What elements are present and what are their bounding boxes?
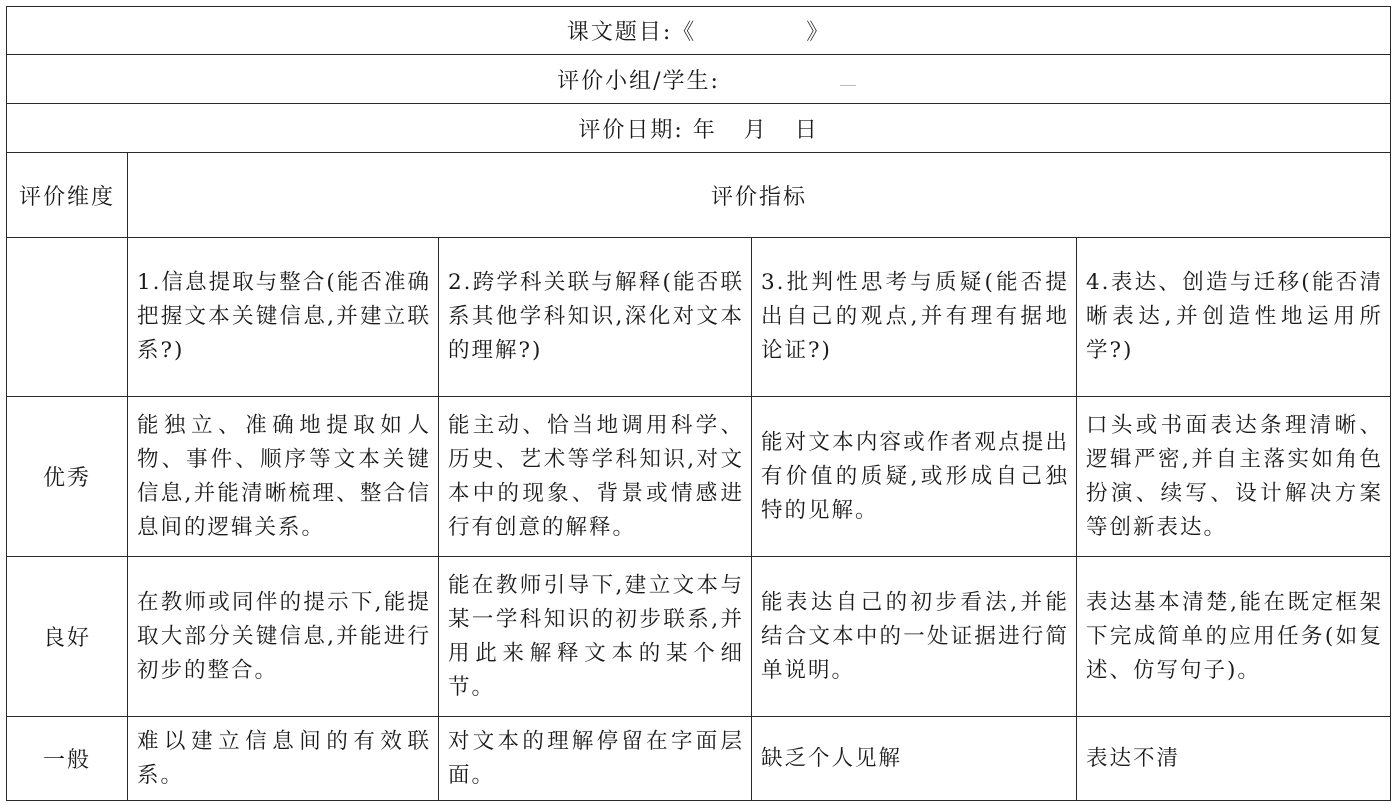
level-row-average [7, 717, 1391, 801]
indicator-header: 评价指标 [128, 153, 1391, 238]
level-name-good: 良好 [7, 557, 128, 717]
average-criterion-2: 对文本的理解停留在字面层面。 [439, 717, 752, 801]
criterion-3: 3.批判性思考与质疑(能否提出自己的观点,并有理有据地论证?) [752, 238, 1077, 397]
good-criterion-1: 在教师或同伴的提示下,能提取大部分关键信息,并能进行初步的整合。 [128, 557, 439, 717]
level-row-good [7, 557, 1391, 717]
date-year: 年 [692, 117, 717, 143]
excellent-criterion-3: 能对文本内容或作者观点提出有价值的质疑,或形成自己独特的见解。 [752, 397, 1077, 557]
date-label: 评价日期: [578, 117, 684, 143]
title-row [7, 7, 1391, 55]
dimension-header: 评价维度 [7, 153, 128, 238]
lesson-title-cell [7, 7, 1391, 55]
criterion-4: 4.表达、创造与迁移(能否清晰表达,并创造性地运用所学?) [1077, 238, 1391, 397]
criteria-dimension-cell [7, 238, 128, 397]
level-name-excellent: 优秀 [7, 397, 128, 557]
group-label: 评价小组/学生: [557, 68, 720, 94]
average-criterion-4: 表达不清 [1077, 717, 1391, 801]
date-cell [7, 104, 1391, 153]
date-day: 日 [794, 117, 819, 143]
excellent-criterion-2: 能主动、恰当地调用科学、历史、艺术等学科知识,对文本中的现象、背景或情感进行有创意的解释。 [439, 397, 752, 557]
group-row [7, 55, 1391, 104]
group-cell [7, 55, 1391, 104]
good-criterion-4: 表达基本清楚,能在既定框架下完成简单的应用任务(如复述、仿写句子)。 [1077, 557, 1391, 717]
lesson-title-label: 课文题目:《 [566, 20, 697, 45]
excellent-criterion-1: 能独立、准确地提取如人物、事件、顺序等文本关键信息,并能清晰梳理、整合信息间的逻辑关系。 [128, 397, 439, 557]
date-month: 月 [743, 117, 768, 143]
good-criterion-3: 能表达自己的初步看法,并能结合文本中的一处证据进行简单说明。 [752, 557, 1077, 717]
criterion-2: 2.跨学科关联与解释(能否联系其他学科知识,深化对文本的理解?) [439, 238, 752, 397]
average-criterion-1: 难以建立信息间的有效联系。 [128, 717, 439, 801]
average-criterion-3: 缺乏个人见解 [752, 717, 1077, 801]
date-row [7, 104, 1391, 153]
lesson-title-close: 》 [806, 20, 831, 45]
evaluation-rubric-table [6, 6, 1391, 801]
excellent-criterion-4: 口头或书面表达条理清晰、逻辑严密,并自主落实如角色扮演、续写、设计解决方案等创新表达。 [1077, 397, 1391, 557]
criteria-row [7, 238, 1391, 397]
criterion-1: 1.信息提取与整合(能否准确把握文本关键信息,并建立联系?) [128, 238, 439, 397]
column-header-row [7, 153, 1391, 238]
good-criterion-2: 能在教师引导下,建立文本与某一学科知识的初步联系,并用此来解释文本的某个细节。 [439, 557, 752, 717]
level-row-excellent [7, 397, 1391, 557]
level-name-average: 一般 [7, 717, 128, 801]
